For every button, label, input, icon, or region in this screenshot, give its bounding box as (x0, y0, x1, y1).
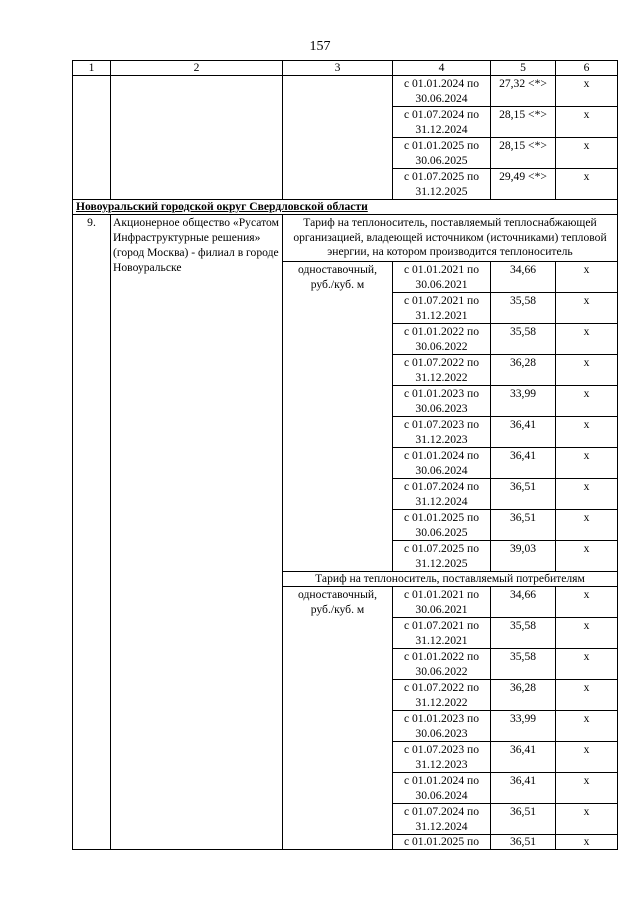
period-cell: с 01.07.2021 по 31.12.2021 (393, 618, 491, 649)
header-cell: 6 (556, 61, 618, 76)
value-cell: 39,03 (491, 541, 556, 572)
period-cell: с 01.07.2022 по 31.12.2022 (393, 355, 491, 386)
col6-cell: x (556, 324, 618, 355)
period-cell: с 01.01.2022 по 30.06.2022 (393, 649, 491, 680)
col6-cell: x (556, 804, 618, 835)
period-cell: с 01.07.2025 по 31.12.2025 (393, 541, 491, 572)
value-cell: 33,99 (491, 386, 556, 417)
value-cell: 36,28 (491, 355, 556, 386)
period-cell: с 01.01.2025 по 30.06.2025 (393, 510, 491, 541)
header-cell: 5 (491, 61, 556, 76)
period-cell: с 01.07.2024 по 31.12.2024 (393, 479, 491, 510)
unit-cell: одноставочный, руб./куб. м (283, 262, 393, 572)
period-cell: с 01.07.2025 по 31.12.2025 (393, 169, 491, 200)
value-cell: 36,41 (491, 773, 556, 804)
col6-cell: x (556, 742, 618, 773)
value-cell: 28,15 <*> (491, 107, 556, 138)
tariff-table (72, 60, 618, 850)
col6-cell: x (556, 649, 618, 680)
value-cell: 34,66 (491, 587, 556, 618)
period-cell: с 01.07.2024 по 31.12.2024 (393, 804, 491, 835)
col6-cell: x (556, 262, 618, 293)
empty-cell (73, 76, 111, 200)
table-row (73, 76, 618, 107)
period-cell: с 01.01.2023 по 30.06.2023 (393, 386, 491, 417)
col6-cell: x (556, 386, 618, 417)
section-title: Тариф на теплоноситель, поставляемый теплоснабжающей организацией, владеющей источником (источниками) тепловой энергии, на котором производится теплоноситель (283, 215, 618, 262)
value-cell: 36,41 (491, 742, 556, 773)
value-cell: 27,32 <*> (491, 76, 556, 107)
value-cell: 36,51 (491, 479, 556, 510)
period-cell: с 01.01.2024 по 30.06.2024 (393, 448, 491, 479)
section-title-row (73, 215, 618, 262)
value-cell: 28,15 <*> (491, 138, 556, 169)
value-cell: 33,99 (491, 711, 556, 742)
region-row (73, 200, 618, 215)
col6-cell: x (556, 711, 618, 742)
tariff-table-body (73, 61, 618, 850)
col6-cell: x (556, 293, 618, 324)
empty-cell (283, 76, 393, 200)
header-cell: 2 (111, 61, 283, 76)
col6-cell: x (556, 773, 618, 804)
value-cell: 35,58 (491, 324, 556, 355)
period-cell: с 01.01.2024 по 30.06.2024 (393, 76, 491, 107)
value-cell: 35,58 (491, 618, 556, 649)
period-cell: с 01.01.2025 по (393, 835, 491, 850)
period-cell: с 01.07.2024 по 31.12.2024 (393, 107, 491, 138)
header-cell: 4 (393, 61, 491, 76)
value-cell: 29,49 <*> (491, 169, 556, 200)
col6-cell: x (556, 479, 618, 510)
empty-cell (111, 76, 283, 200)
value-cell: 36,28 (491, 680, 556, 711)
value-cell: 34,66 (491, 262, 556, 293)
col6-cell: x (556, 448, 618, 479)
region-title: Новоуральский городской округ Свердловской области (73, 200, 618, 215)
col6-cell: x (556, 835, 618, 850)
col6-cell: x (556, 107, 618, 138)
period-cell: с 01.07.2021 по 31.12.2021 (393, 293, 491, 324)
header-row (73, 61, 618, 76)
page-number: 157 (309, 39, 331, 54)
col6-cell: x (556, 587, 618, 618)
period-cell: с 01.07.2023 по 31.12.2023 (393, 742, 491, 773)
period-cell: с 01.01.2022 по 30.06.2022 (393, 324, 491, 355)
value-cell: 35,58 (491, 649, 556, 680)
col6-cell: x (556, 169, 618, 200)
col6-cell: x (556, 76, 618, 107)
unit-cell: одноставочный, руб./куб. м (283, 587, 393, 850)
col6-cell: x (556, 417, 618, 448)
header-cell: 3 (283, 61, 393, 76)
period-cell: с 01.07.2023 по 31.12.2023 (393, 417, 491, 448)
value-cell: 36,51 (491, 835, 556, 850)
period-cell: с 01.01.2021 по 30.06.2021 (393, 262, 491, 293)
value-cell: 36,41 (491, 417, 556, 448)
col6-cell: x (556, 618, 618, 649)
period-cell: с 01.01.2024 по 30.06.2024 (393, 773, 491, 804)
col6-cell: x (556, 680, 618, 711)
value-cell: 36,51 (491, 510, 556, 541)
header-cell: 1 (73, 61, 111, 76)
period-cell: с 01.07.2022 по 31.12.2022 (393, 680, 491, 711)
value-cell: 36,41 (491, 448, 556, 479)
period-cell: с 01.01.2023 по 30.06.2023 (393, 711, 491, 742)
section-title: Тариф на теплоноситель, поставляемый потребителям (283, 572, 618, 587)
entry-number: 9. (73, 215, 111, 850)
value-cell: 36,51 (491, 804, 556, 835)
organization-name: Акционерное общество «Русатом Инфраструктурные решения» (город Москва) - филиал в городе Новоуральске (111, 215, 283, 850)
col6-cell: x (556, 541, 618, 572)
col6-cell: x (556, 138, 618, 169)
col6-cell: x (556, 510, 618, 541)
period-cell: с 01.01.2025 по 30.06.2025 (393, 138, 491, 169)
value-cell: 35,58 (491, 293, 556, 324)
period-cell: с 01.01.2021 по 30.06.2021 (393, 587, 491, 618)
col6-cell: x (556, 355, 618, 386)
